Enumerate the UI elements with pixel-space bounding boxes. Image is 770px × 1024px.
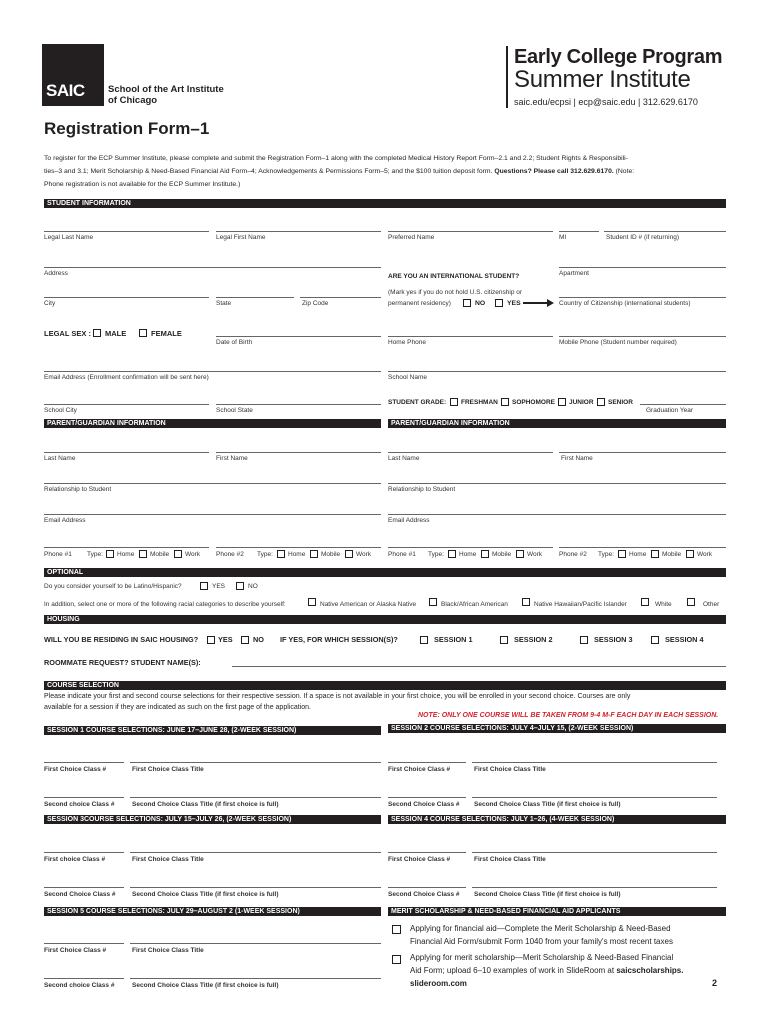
school-name-line[interactable] — [388, 371, 726, 372]
housing-header: HOUSING — [44, 615, 726, 624]
senior-label: SENIOR — [608, 399, 633, 406]
s5-first-class-line[interactable] — [44, 943, 124, 944]
city-label: City — [44, 300, 56, 307]
g1p1-work-checkbox[interactable] — [174, 550, 182, 558]
g1-first-line[interactable] — [216, 452, 381, 453]
g2-email-label: Email Address — [388, 517, 430, 524]
latino-yes-checkbox[interactable] — [200, 582, 208, 590]
legal-last-label: Legal Last Name — [44, 234, 94, 241]
g2-phone1-label: Phone #1 — [388, 551, 416, 558]
g2p1-work-label: Work — [527, 551, 543, 558]
preferred-label: Preferred Name — [388, 234, 435, 241]
s4-second-class-label: Second Choice Class # — [388, 891, 460, 898]
aid-financial-checkbox[interactable] — [392, 925, 401, 934]
mi-line[interactable] — [559, 231, 599, 232]
housing-s2-checkbox[interactable] — [500, 636, 508, 644]
g2-phone2-type: Type: — [598, 551, 614, 558]
s5-second-title-line[interactable] — [130, 978, 381, 979]
s1-second-title-line[interactable] — [130, 797, 381, 798]
arrow-head-icon — [547, 299, 554, 307]
g2p1-work-checkbox[interactable] — [516, 550, 524, 558]
session5-header: SESSION 5 COURSE SELECTIONS: JULY 29–AUGUST 2 (1-WEEK SESSION) — [44, 907, 381, 916]
housing-s4-label: SESSION 4 — [665, 635, 704, 644]
aid-item1-line1: Applying for financial aid—Complete the Merit Scholarship & Need-Based — [410, 924, 671, 933]
aid-slideroom-link-a[interactable]: saicscholarships. — [614, 966, 684, 975]
s5-first-class-label: First Choice Class # — [44, 947, 107, 954]
freshman-checkbox[interactable] — [450, 398, 458, 406]
aid-slideroom-link-b[interactable]: slideroom.com — [410, 979, 467, 988]
legal-first-line[interactable] — [216, 231, 381, 232]
g1-phone1-label: Phone #1 — [44, 551, 72, 558]
female-label: FEMALE — [151, 329, 182, 338]
housing-s1-label: SESSION 1 — [434, 635, 473, 644]
g1p1-mobile-checkbox[interactable] — [139, 550, 147, 558]
intl-note-line1: (Mark yes if you do not hold U.S. citizenship or — [388, 289, 523, 296]
student-info-header: STUDENT INFORMATION — [44, 199, 726, 208]
grad-year-label: Graduation Year — [646, 407, 693, 414]
school-state-line[interactable] — [216, 404, 381, 405]
housing-s3-checkbox[interactable] — [580, 636, 588, 644]
g2-first-line[interactable] — [559, 452, 726, 453]
school-city-label: School City — [44, 407, 77, 414]
g2p2-mobile-label: Mobile — [662, 551, 682, 558]
session4-header: SESSION 4 COURSE SELECTIONS: JULY 1–26, (4-WEEK SESSION) — [388, 815, 726, 824]
g2p2-home-checkbox[interactable] — [618, 550, 626, 558]
g2p2-home-label: Home — [629, 551, 647, 558]
s4-first-class-line[interactable] — [388, 852, 466, 853]
housing-question: WILL YOU BE RESIDING IN SAIC HOUSING? — [44, 635, 199, 644]
g1p1-mobile-label: Mobile — [150, 551, 170, 558]
session1-header: SESSION 1 COURSE SELECTIONS: JUNE 17–JUNE 28, (2-WEEK SESSION) — [44, 726, 381, 735]
guardian1-header: PARENT/GUARDIAN INFORMATION — [44, 419, 381, 428]
student-id-line[interactable] — [604, 231, 726, 232]
s3-second-title-line[interactable] — [130, 887, 381, 888]
s2-first-class-label: First Choice Class # — [388, 766, 451, 773]
s4-second-title-label: Second Choice Class Title (if first choice is full) — [474, 891, 621, 898]
g2-first-label: First Name — [561, 455, 593, 462]
guardian2-header: PARENT/GUARDIAN INFORMATION — [388, 419, 726, 428]
school-name-line1: School of the Art Institute — [108, 84, 224, 95]
home-phone-line[interactable] — [388, 336, 553, 337]
g1p2-mobile-label: Mobile — [321, 551, 341, 558]
g1-phone2-type: Type: — [257, 551, 273, 558]
state-line[interactable] — [216, 297, 294, 298]
g1p2-work-checkbox[interactable] — [345, 550, 353, 558]
g2-phone2-line[interactable] — [559, 547, 726, 548]
apartment-label: Apartment — [559, 270, 589, 277]
s5-first-title-label: First Choice Class Title — [132, 947, 204, 954]
other-label: Other — [703, 601, 720, 608]
s1-first-title-label: First Choice Class Title — [132, 766, 204, 773]
s2-first-class-line[interactable] — [388, 762, 466, 763]
form-title: Registration Form–1 — [44, 119, 210, 138]
housing-s3-label: SESSION 3 — [594, 635, 633, 644]
aid-item2 — [410, 951, 683, 990]
intro-line2a: ties–3 and 3.1; Merit Scholarship & Need-Based Financial Aid Form–4; Acknowledgements & Permissions Form–5; and the $100 tuition deposit form. — [44, 168, 493, 175]
black-checkbox[interactable] — [429, 598, 437, 606]
grad-year-line[interactable] — [640, 404, 726, 405]
male-checkbox[interactable] — [93, 329, 101, 337]
housing-which: IF YES, FOR WHICH SESSION(S)? — [280, 635, 398, 644]
other-checkbox[interactable] — [687, 598, 695, 606]
housing-no-label: NO — [253, 635, 264, 644]
program-contact: saic.edu/ecpsi | ecp@saic.edu | 312.629.6170 — [514, 97, 698, 107]
intl-no-checkbox[interactable] — [463, 299, 471, 307]
g2-last-line[interactable] — [388, 452, 553, 453]
student-id-label: Student ID # (if returning) — [606, 234, 679, 241]
g2-phone1-line[interactable] — [388, 547, 553, 548]
school-name-line2: of Chicago — [108, 95, 158, 106]
dob-label: Date of Birth — [216, 339, 253, 346]
aid-item1-line2: Financial Aid Form/submit Form 1040 from your family's most recent taxes — [410, 937, 673, 946]
state-label: State — [216, 300, 232, 307]
native-american-checkbox[interactable] — [308, 598, 316, 606]
intro-line1: To register for the ECP Summer Institute, please complete and submit the Registration Form–1 along with the completed Medical History Report Form–2.1 and 2.2; Student Rights & Responsibili- — [44, 155, 628, 162]
racial-question: In addition, select one or more of the following racial categories to describe yourself: — [44, 601, 286, 608]
grade-label: STUDENT GRADE: — [388, 399, 447, 406]
mobile-phone-label: Mobile Phone (Student number required) — [559, 339, 677, 346]
g1p2-home-label: Home — [288, 551, 306, 558]
s5-first-title-line[interactable] — [130, 943, 381, 944]
aid-header: MERIT SCHOLARSHIP & NEED-BASED FINANCIAL AID APPLICANTS — [388, 907, 726, 916]
saic-logo — [42, 44, 104, 106]
g2-last-label: Last Name — [388, 455, 420, 462]
s1-first-class-line[interactable] — [44, 762, 124, 763]
s3-second-title-label: Second Choice Class Title (if first choice is full) — [132, 891, 279, 898]
white-checkbox[interactable] — [641, 598, 649, 606]
s1-first-class-label: First Choice Class # — [44, 766, 107, 773]
apartment-line[interactable] — [559, 267, 726, 268]
legal-last-line[interactable] — [44, 231, 209, 232]
g1-phone2-line[interactable] — [216, 547, 381, 548]
intl-yes-checkbox[interactable] — [495, 299, 503, 307]
roommate-label: ROOMMATE REQUEST? STUDENT NAME(S): — [44, 658, 201, 667]
city-line[interactable] — [44, 297, 209, 298]
home-phone-label: Home Phone — [388, 339, 426, 346]
s2-first-title-line[interactable] — [472, 762, 717, 763]
aid-item2-line2a: Aid Form; upload 6–10 examples of work in SlideRoom at — [410, 966, 615, 975]
g1-rel-label: Relationship to Student — [44, 486, 112, 493]
hawaiian-label: Native Hawaiian/Pacific Islander — [534, 601, 627, 608]
school-city-line[interactable] — [44, 404, 209, 405]
header-divider — [506, 46, 508, 108]
s4-second-class-line[interactable] — [388, 887, 466, 888]
g2p1-home-checkbox[interactable] — [448, 550, 456, 558]
s3-second-class-line[interactable] — [44, 887, 124, 888]
saic-logo-mark: SAIC — [46, 81, 85, 100]
country-line[interactable] — [559, 297, 726, 298]
s1-second-class-line[interactable] — [44, 797, 124, 798]
session2-header: SESSION 2 COURSE SELECTIONS: JULY 4–JULY 15, (2-WEEK SESSION) — [388, 724, 726, 733]
g2p2-work-label: Work — [697, 551, 713, 558]
s2-second-title-label: Second Choice Class Title (if first choice is full) — [474, 801, 621, 808]
female-checkbox[interactable] — [139, 329, 147, 337]
g1p2-home-checkbox[interactable] — [277, 550, 285, 558]
g2p1-mobile-checkbox[interactable] — [481, 550, 489, 558]
course-text1: Please indicate your first and second course selections for their respective session. If a space is not available in your first choice, you will be enrolled in your second choice. Courses are only — [44, 693, 631, 700]
email-label: Email Address (Enrollment confirmation will be sent here) — [44, 374, 209, 381]
native-american-label: Native American or Alaska Native — [320, 601, 417, 608]
sophomore-label: SOPHOMORE — [512, 399, 555, 406]
intro-questions: Questions? Please call 312.629.6170. — [492, 168, 614, 175]
s2-second-title-line[interactable] — [472, 797, 717, 798]
zip-line[interactable] — [300, 297, 381, 298]
aid-item1 — [410, 922, 673, 948]
housing-s1-checkbox[interactable] — [420, 636, 428, 644]
s5-second-title-label: Second Choice Class Title (if first choice is full) — [132, 982, 279, 989]
g2-phone1-type: Type: — [428, 551, 444, 558]
intl-note-line2: permanent residency) — [388, 300, 451, 307]
g1-phone2-label: Phone #2 — [216, 551, 244, 558]
g1p1-work-label: Work — [185, 551, 201, 558]
mobile-phone-line[interactable] — [559, 336, 726, 337]
latino-yes-label: YES — [212, 583, 226, 590]
preferred-line[interactable] — [388, 231, 553, 232]
page-number: 2 — [712, 978, 718, 988]
black-label: Black/African American — [441, 601, 508, 608]
legal-sex-label: LEGAL SEX : — [44, 329, 91, 338]
s4-first-title-line[interactable] — [472, 852, 717, 853]
s2-second-class-label: Second Choice Class # — [388, 801, 460, 808]
g1p2-work-label: Work — [356, 551, 372, 558]
intl-no-label: NO — [475, 300, 486, 307]
hawaiian-checkbox[interactable] — [522, 598, 530, 606]
junior-checkbox[interactable] — [558, 398, 566, 406]
s3-first-title-label: First Choice Class Title — [132, 856, 204, 863]
country-label: Country of Citizenship (international students) — [559, 300, 691, 307]
g2p1-home-label: Home — [459, 551, 477, 558]
latino-no-checkbox[interactable] — [236, 582, 244, 590]
mi-label: MI — [559, 234, 567, 241]
s3-second-class-label: Second Choice Class # — [44, 891, 116, 898]
housing-s2-label: SESSION 2 — [514, 635, 553, 644]
g2-phone2-label: Phone #2 — [559, 551, 587, 558]
s5-second-class-line[interactable] — [44, 978, 124, 979]
latino-question: Do you consider yourself to be Latino/Hispanic? — [44, 583, 182, 590]
white-label: White — [655, 601, 672, 608]
s3-first-class-label: First choice Class # — [44, 856, 106, 863]
aid-merit-checkbox[interactable] — [392, 955, 401, 964]
email-line[interactable] — [44, 371, 381, 372]
intro-line3: Phone registration is not available for the ECP Summer Institute.) — [44, 181, 241, 188]
s4-first-class-label: First Choice Class # — [388, 856, 451, 863]
intro-text — [44, 152, 734, 191]
s1-first-title-line[interactable] — [130, 762, 381, 763]
course-note: NOTE: ONLY ONE COURSE WILL BE TAKEN FROM 9-4 M-F EACH DAY IN EACH SESSION. — [418, 712, 719, 719]
g1-phone1-type: Type: — [87, 551, 103, 558]
s5-second-class-label: Second choice Class # — [44, 982, 115, 989]
housing-no-checkbox[interactable] — [241, 636, 249, 644]
course-text2: available for a session if they are indicated as such on the first page of the application. — [44, 704, 311, 711]
housing-yes-checkbox[interactable] — [207, 636, 215, 644]
g1-email-line[interactable] — [44, 514, 381, 515]
course-header: COURSE SELECTION — [44, 681, 726, 690]
s2-second-class-line[interactable] — [388, 797, 466, 798]
zip-label: Zip Code — [302, 300, 329, 307]
sophomore-checkbox[interactable] — [501, 398, 509, 406]
s3-first-title-line[interactable] — [130, 852, 381, 853]
g1-last-line[interactable] — [44, 452, 209, 453]
aid-item2-line2 — [410, 964, 683, 977]
s3-first-class-line[interactable] — [44, 852, 124, 853]
s2-first-title-label: First Choice Class Title — [474, 766, 546, 773]
legal-first-label: Legal First Name — [216, 234, 266, 241]
male-label: MALE — [105, 329, 127, 338]
school-state-label: School State — [216, 407, 253, 414]
freshman-label: FRESHMAN — [461, 399, 498, 406]
g1p1-home-label: Home — [117, 551, 135, 558]
s1-second-class-label: Second choice Class # — [44, 801, 115, 808]
intl-question: ARE YOU AN INTERNATIONAL STUDENT? — [388, 273, 520, 280]
g2-rel-label: Relationship to Student — [388, 486, 456, 493]
arrow-right-icon — [523, 302, 549, 304]
session3-header: SESSION 3COURSE SELECTIONS: JULY 15–JULY 26, (2-WEEK SESSION) — [44, 815, 381, 824]
address-line[interactable] — [44, 267, 381, 268]
intl-yes-label: YES — [507, 300, 521, 307]
g1p1-home-checkbox[interactable] — [106, 550, 114, 558]
s4-second-title-line[interactable] — [472, 887, 717, 888]
school-name-label: School Name — [388, 374, 428, 381]
g2p2-mobile-checkbox[interactable] — [651, 550, 659, 558]
g1-first-label: First Name — [216, 455, 248, 462]
optional-header: OPTIONAL — [44, 568, 726, 577]
g1p2-mobile-checkbox[interactable] — [310, 550, 318, 558]
intro-line2 — [44, 165, 734, 178]
intro-line2c: (Note: — [613, 168, 635, 175]
dob-line[interactable] — [216, 336, 381, 337]
senior-checkbox[interactable] — [597, 398, 605, 406]
address-label: Address — [44, 270, 68, 277]
latino-no-label: NO — [248, 583, 258, 590]
aid-item2-line1: Applying for merit scholarship—Merit Scholarship & Need-Based Financial — [410, 953, 674, 962]
junior-label: JUNIOR — [569, 399, 594, 406]
roommate-line[interactable] — [232, 666, 726, 667]
housing-yes-label: YES — [218, 635, 233, 644]
g1-phone1-line[interactable] — [44, 547, 209, 548]
g1-email-label: Email Address — [44, 517, 86, 524]
s4-first-title-label: First Choice Class Title — [474, 856, 546, 863]
g2-email-line[interactable] — [388, 514, 726, 515]
g2p1-mobile-label: Mobile — [492, 551, 512, 558]
housing-s4-checkbox[interactable] — [651, 636, 659, 644]
g1-last-label: Last Name — [44, 455, 76, 462]
s1-second-title-label: Second Choice Class Title (if first choice is full) — [132, 801, 279, 808]
g2-rel-line[interactable] — [388, 483, 726, 484]
program-subtitle: Summer Institute — [514, 66, 691, 93]
g2p2-work-checkbox[interactable] — [686, 550, 694, 558]
g1-rel-line[interactable] — [44, 483, 381, 484]
program-title: Early College Program — [514, 46, 723, 68]
